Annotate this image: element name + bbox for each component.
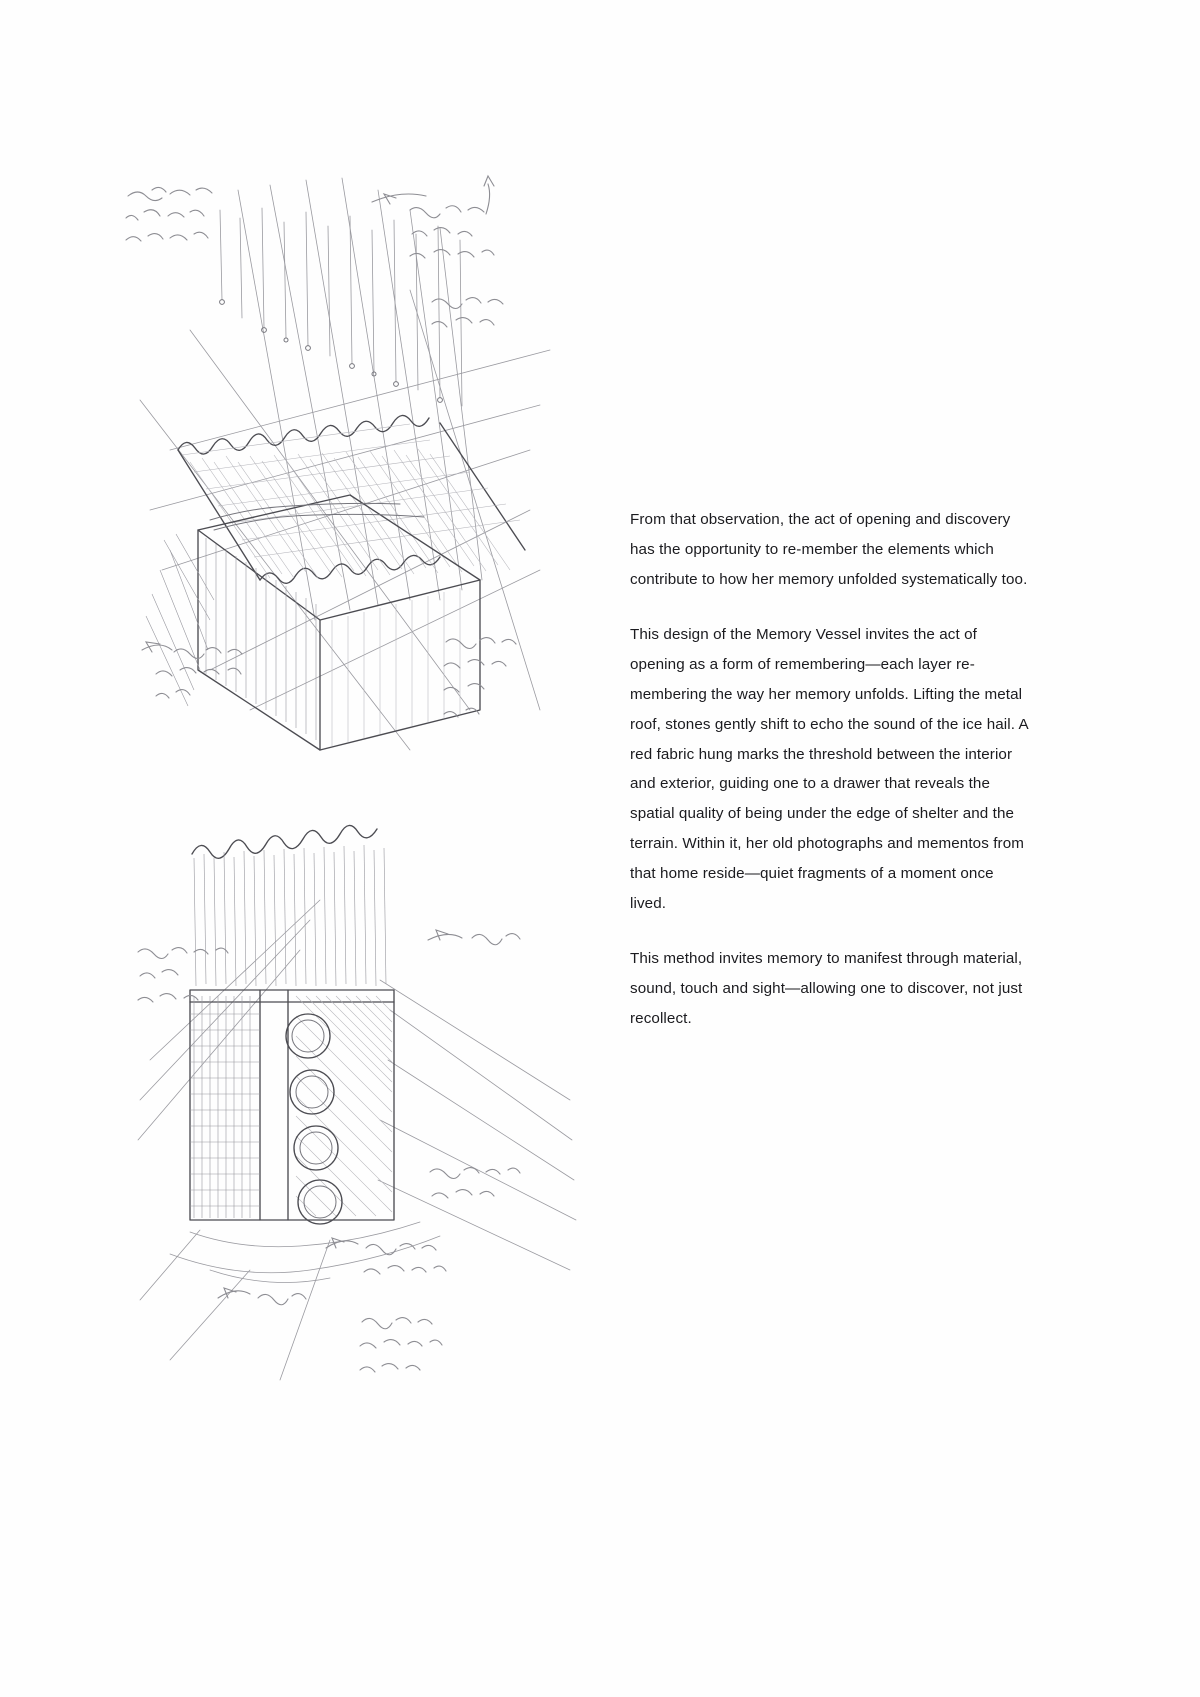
annotation-right-middle [432, 298, 503, 327]
vessel-body [198, 495, 480, 750]
figure-elevation-section-sketch [130, 800, 580, 1420]
annotation-right-lower [430, 1168, 520, 1198]
annotation-photographs [218, 1288, 306, 1305]
annotation-top-right [372, 176, 494, 258]
roof-corrugated-elevation [192, 825, 386, 986]
sketch-bottom-canvas [130, 800, 580, 1420]
vessel-elevation-body [190, 990, 394, 1220]
drawer-knobs [286, 1014, 342, 1224]
annotation-roof-label [428, 930, 520, 945]
annotation-left [138, 948, 228, 1002]
hanging-strokes [220, 208, 462, 406]
roof-corrugated [178, 415, 525, 583]
annotation-top-left [126, 187, 212, 241]
paragraph-1: From that observation, the act of opening and discovery has the opportunity to re-member the elements which contribute to how her memory unfolded systematically too. [630, 511, 1028, 588]
fabric-hatching [146, 534, 214, 706]
annotation-drawers [360, 1318, 442, 1372]
paragraph-3: This method invites memory to manifest through material, sound, touch and sight—allowing one to discover, not just recollect. [630, 950, 1023, 1027]
body-text-column [630, 505, 1030, 1034]
paragraph-2: This design of the Memory Vessel invites the act of opening as a form of remembering—each layer re-membering the way her memory unfolds. Lifting the metal roof, stones gently shift to echo the sound of the ice hail. A red fabric hung marks the threshold between the interior and exterior, guiding one to a drawer that reveals the spatial quality of being under the edge of shelter and the terrain. Within it, her old photographs and mementos from that home reside—quiet fragments of a moment once lived. [630, 626, 1028, 912]
annotation-bottom-center [326, 1238, 446, 1274]
construction-lines [140, 178, 550, 750]
construction-lines [138, 900, 576, 1380]
figure-exploded-axonometric-sketch [110, 150, 580, 770]
sketch-top-canvas [110, 150, 580, 770]
ground-strokes [170, 1222, 440, 1283]
